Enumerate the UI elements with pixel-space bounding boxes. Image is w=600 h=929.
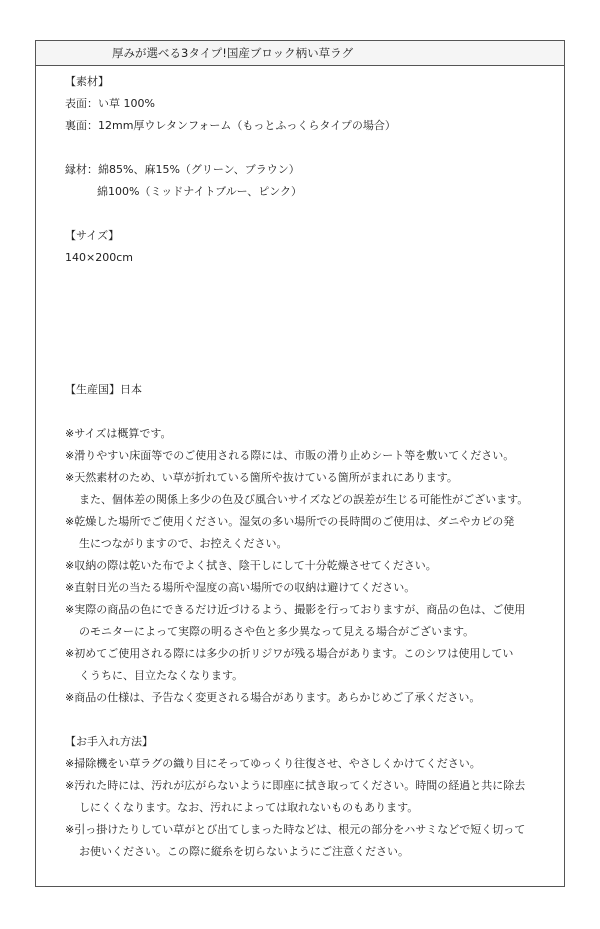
- care-line: ※引っ掛けたりしてい草がとび出てしまった時などは、根元の部分をハサミなどで短く切って: [65, 823, 526, 836]
- material-edge-2: 綿100%（ミッドナイトブルー、ピンク）: [97, 185, 303, 198]
- material-edge-1: 縁材：綿85%、麻15%（グリーン、ブラウン）: [65, 163, 300, 176]
- product-title: 厚みが選べる3タイプ!国産ブロック柄い草ラグ: [36, 41, 564, 66]
- note-line: ※収納の際は乾いた布でよく拭き、陰干しにして十分乾燥させてください。: [65, 559, 437, 572]
- size-value: 140×200cm: [65, 251, 133, 264]
- care-line: お使いください。この際に縦糸を切らないようにご注意ください。: [79, 845, 409, 858]
- note-line: ※乾燥した場所でご使用ください。湿気の多い場所での長時間のご使用は、ダニやカビの発: [65, 515, 515, 528]
- note-line: ※滑りやすい床面等でのご使用される際には、市販の滑り止めシート等を敷いてください。: [65, 449, 515, 462]
- note-line: ※初めてご使用される際には多少の折リジワが残る場合があります。このシワは使用してい: [65, 647, 514, 660]
- origin-line: 【生産国】日本: [65, 383, 142, 396]
- note-line: 生につながりますので、お控えください。: [79, 537, 288, 550]
- note-line: ※商品の仕様は、予告なく変更される場合があります。あらかじめご了承ください。: [65, 691, 481, 704]
- note-line: のモニターによって実際の明るさや色と多少異なって見える場合がございます。: [79, 625, 475, 638]
- care-line: ※汚れた時には、汚れが広がらないように即座に拭き取ってください。時間の経過と共に除去: [65, 779, 526, 792]
- material-surface: 表面：い草 100%: [65, 97, 155, 110]
- size-heading: 【サイズ】: [65, 229, 120, 242]
- note-line: ※直射日光の当たる場所や湿度の高い場所での収納は避けてください。: [65, 581, 416, 594]
- product-info-box: [35, 40, 565, 887]
- note-line: くうちに、目立たなくなります。: [79, 669, 244, 682]
- care-heading: 【お手入れ方法】: [65, 735, 153, 748]
- material-heading: 【素材】: [65, 75, 109, 88]
- care-line: ※掃除機をい草ラグの織り目にそってゆっくり往復させ、やさしくかけてください。: [65, 757, 481, 770]
- note-line: ※天然素材のため、い草が折れている箇所や抜けている箇所がまれにあります。: [65, 471, 458, 484]
- material-back: 裏面：12mm厚ウレタンフォーム（もっとふっくらタイプの場合）: [65, 119, 396, 132]
- note-line: また、個体差の関係上多少の色及び風合いサイズなどの誤差が生じる可能性がございます。: [79, 493, 529, 506]
- product-details: [65, 71, 556, 863]
- note-line: ※実際の商品の色にできるだけ近づけるよう、撮影を行っておりますが、商品の色は、ご使用: [65, 603, 526, 616]
- note-line: ※サイズは概算です。: [65, 427, 172, 440]
- care-line: しにくくなります。なお、汚れによっては取れないものもあります。: [79, 801, 419, 814]
